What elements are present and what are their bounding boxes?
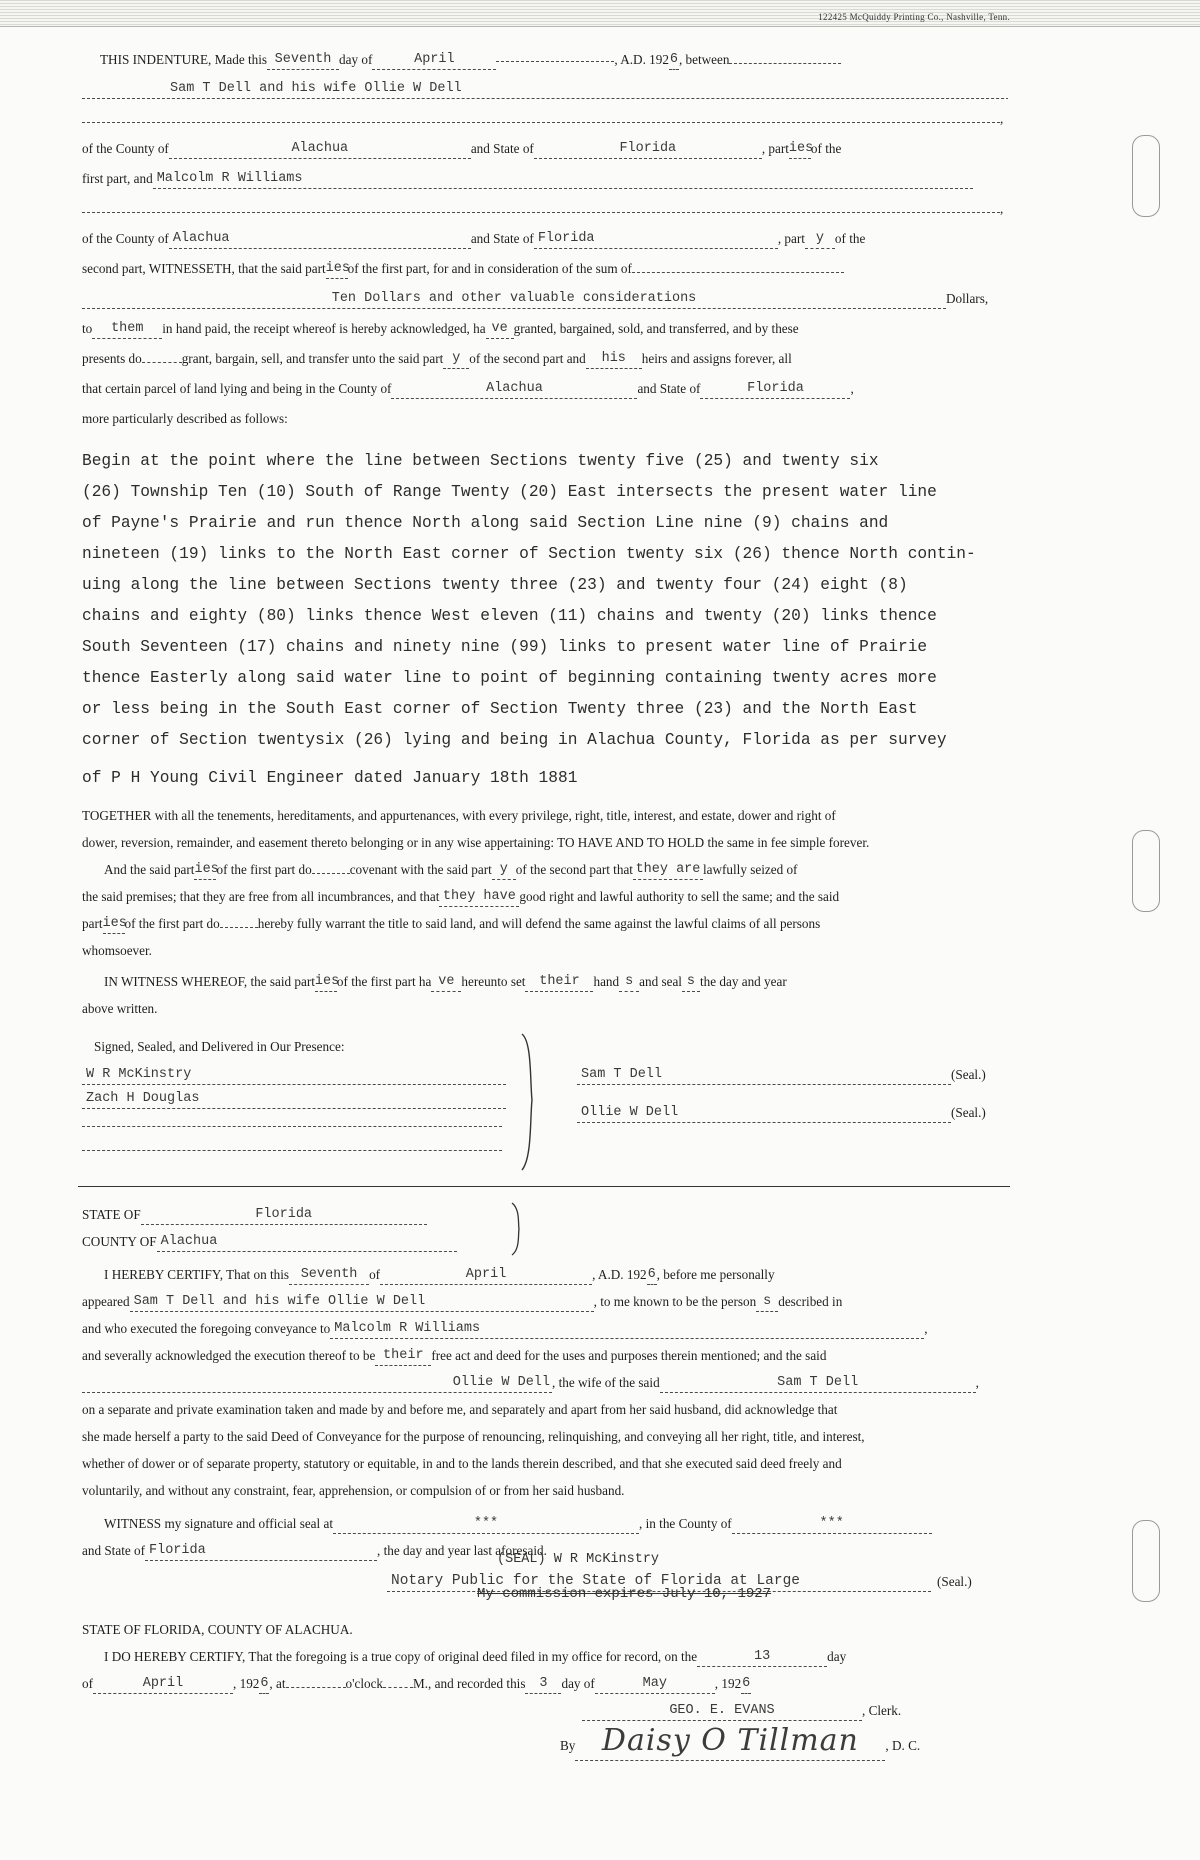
ack-witness-county[interactable]: ***: [732, 1514, 932, 1534]
legal-line: chains and eighty (80) links thence West eleven (11) chains and twenty (20) links thence: [82, 607, 937, 625]
witnesseth-suffix[interactable]: ies: [326, 259, 348, 279]
person-s-field[interactable]: s: [756, 1292, 778, 1312]
ack-appeared-field[interactable]: Sam T Dell and his wife Ollie W Dell: [130, 1292, 594, 1312]
grantor-signature[interactable]: Ollie W Dell: [577, 1103, 951, 1123]
covenant-suffix-2[interactable]: y: [492, 860, 516, 880]
ack-executed-to-field[interactable]: Malcolm R Williams: [330, 1319, 924, 1339]
notary-title[interactable]: Notary Public for the State of Florida at Large: [387, 1572, 931, 1592]
grantee-part-suffix[interactable]: y: [805, 229, 835, 249]
grantor-signature-line: [577, 1060, 1007, 1098]
ack-severally-line: and severally acknowledged the execution thereof to be their free act and deed for the uses and purposes therein mentioned; and the said: [82, 1342, 1008, 1369]
grantor-signature[interactable]: Sam T Dell: [577, 1065, 951, 1085]
paid-to-field[interactable]: them: [92, 319, 162, 339]
witness-line: [82, 1060, 512, 1084]
deputy-signature[interactable]: Daisy O Tillman: [575, 1726, 885, 1761]
they-are-field[interactable]: they are: [633, 860, 703, 880]
legal-line: corner of Section twentysix (26) lying and being in Alachua County, Florida as per survey: [82, 731, 947, 749]
habendum-section: [82, 802, 1008, 1022]
legal-line: uing along the line between Sections twenty three (23) and twenty four (24) eight (8): [82, 576, 908, 594]
ack-executed-line: and who executed the foregoing conveyance to Malcolm R Williams ,: [82, 1315, 1008, 1342]
ack-separate-4: voluntarily, and without any constraint, fear, apprehension, or compulsion of or from her said husband.: [82, 1483, 625, 1498]
above-written-line: above written.: [82, 1001, 158, 1016]
legal-line: (26) Township Ten (10) South of Range Twenty (20) East intersects the present water line: [82, 483, 937, 501]
filed-year-digit[interactable]: 6: [259, 1674, 269, 1694]
legal-line: or less being in the South East corner of Section Twenty three (23) and the North East: [82, 700, 918, 718]
witnesseth-line: second part, WITNESSETH, that the said partiesof the first part, for and in consideration of the sum of: [82, 254, 1008, 284]
their-field[interactable]: their: [525, 972, 593, 992]
grantor-state-field[interactable]: Florida: [534, 139, 762, 159]
have-suffix[interactable]: ve: [486, 319, 514, 339]
seal-s-field[interactable]: s: [682, 972, 700, 992]
grantee-county-line: of the County of Alachua and State of Florida , part y of the: [82, 224, 1008, 254]
signed-label: Signed, Sealed, and Delivered in Our Presence:: [94, 1039, 345, 1054]
printer-mark: 122425 McQuiddy Printing Co., Nashville, Tenn.: [818, 12, 1010, 22]
covenant-suffix[interactable]: ies: [194, 860, 216, 880]
grantee-line: first part, and Malcolm R Williams: [82, 164, 1008, 194]
grantee-county-field[interactable]: Alachua: [169, 229, 471, 249]
parcel-state-field[interactable]: Florida: [700, 379, 850, 399]
ack-separate-2: she made herself a party to the said Deed of Conveyance for the purpose of renouncing, relinquishing, and conveying all her right, title, and interest,: [82, 1429, 865, 1444]
day-field[interactable]: Seventh: [267, 50, 339, 70]
recording-section: [82, 1616, 1008, 1768]
filed-month-field[interactable]: April: [93, 1674, 233, 1694]
commission-text: My commission expires July 10, 1927: [477, 1586, 772, 1602]
covenant-line-2: the said premises; that they are free from all incumbrances, and that they have good right and lawful authority to sell the same; and the said: [82, 883, 1008, 910]
ack-state-of-line: and State of Florida , the day and year last aforesaid.: [82, 1537, 1008, 1564]
parcel-county-field[interactable]: Alachua: [391, 379, 637, 399]
notary-block: [82, 1552, 1008, 1608]
grantee-field[interactable]: Malcolm R Williams: [153, 169, 973, 189]
recorded-day-field[interactable]: 3: [525, 1674, 561, 1694]
recorded-month-field[interactable]: May: [595, 1674, 715, 1694]
grantor-county-line: of the County of Alachua and State of Florida , partiesof the: [82, 134, 1008, 164]
binder-hole-icon: [1132, 135, 1160, 217]
ack-county-field[interactable]: Alachua: [157, 1232, 457, 1252]
ack-day-field[interactable]: Seventh: [289, 1265, 369, 1285]
blank-line: ,: [82, 104, 1008, 134]
paid-line: to them in hand paid, the receipt whereof is hereby acknowledged, ha ve granted, bargained, sold, and transferred, and by these: [82, 314, 1008, 344]
recording-heading: STATE OF FLORIDA, COUNTY OF ALACHUA.: [82, 1622, 353, 1637]
ack-county-line: COUNTY OF Alachua: [82, 1228, 1008, 1255]
consideration-field[interactable]: Ten Dollars and other valuable considerations: [82, 289, 946, 309]
indenture-line: THIS INDENTURE, Made this Seventh day of April , A.D. 1926, between: [82, 44, 1008, 74]
ack-certify-line: I HEREBY CERTIFY, That on this Seventh of April , A.D. 1926, before me personally: [82, 1261, 1008, 1288]
header-band: [0, 0, 1200, 27]
heirs-pronoun[interactable]: his: [586, 349, 642, 369]
covenant-line-1: And the said partiesof the first part do covenant with the said part y of the second part that they are lawfully seized of: [82, 856, 1008, 883]
blank-line: ,: [82, 194, 1008, 224]
ack-separate-1: on a separate and private examination taken and made by and before me, and separately and apart from her said husband, did acknowledge that: [82, 1402, 838, 1417]
ack-witness-place[interactable]: ***: [333, 1514, 639, 1534]
month-field-blank[interactable]: [496, 44, 614, 62]
presents-line: presents do grant, bargain, sell, and transfer unto the said part y of the second part and his heirs and assigns forever, all: [82, 344, 1008, 374]
legal-line: of Payne's Prairie and run thence North along said Section Line nine (9) chains and: [82, 514, 889, 532]
deed-body: [82, 44, 1008, 1768]
ack-state2-field[interactable]: Florida: [145, 1541, 377, 1561]
together-line-1: TOGETHER with all the tenements, hereditaments, and appurtenances, with every privilege, right, title, interest, and estate, dower and right of: [82, 808, 836, 823]
witness-line: [82, 1132, 512, 1156]
ack-state-line: STATE OF Florida: [82, 1201, 1008, 1228]
grantee-state-field[interactable]: Florida: [534, 229, 778, 249]
together-line-2: dower, reversion, remainder, and easement thereto belonging or in any wise appertaining: TO HAVE AND TO HOLD the same in fee simple forever.: [82, 835, 870, 850]
ack-month-field[interactable]: April: [380, 1265, 592, 1285]
notary-seal-text: (SEAL) W R McKinstry: [497, 1552, 660, 1567]
signature-block: [82, 1032, 1008, 1180]
grantors-line: [82, 74, 1008, 104]
recorded-year-digit[interactable]: 6: [741, 1674, 751, 1694]
deputy-line: By Daisy O Tillman , D. C.: [82, 1724, 1008, 1768]
hand-s-field[interactable]: s: [619, 972, 639, 992]
witness-signature[interactable]: Zach H Douglas: [82, 1089, 506, 1109]
seal-label: (Seal.): [951, 1105, 986, 1120]
month-field[interactable]: April: [372, 50, 496, 70]
described-line: more particularly described as follows:: [82, 411, 288, 426]
binder-hole-icon: [1132, 830, 1160, 912]
legal-description: [82, 446, 1008, 794]
covenant-suffix-3[interactable]: ies: [103, 914, 125, 934]
grantor-part-suffix[interactable]: ies: [789, 139, 811, 159]
recording-certify-line: I DO HEREBY CERTIFY, That the foregoing is a true copy of original deed filed in my office for record, on the 13 day: [82, 1643, 1008, 1670]
they-have-field[interactable]: they have: [439, 887, 519, 907]
ack-appeared-line: appeared Sam T Dell and his wife Ollie W Dell , to me known to be the person s described in: [82, 1288, 1008, 1315]
legal-line: nineteen (19) links to the North East corner of Section twenty six (26) thence North contin-: [82, 545, 976, 563]
grantor-signature-line: [577, 1098, 1007, 1122]
witness-line: [82, 1108, 512, 1132]
notary-seal-label: (Seal.): [937, 1574, 972, 1589]
filed-day-field[interactable]: 13: [697, 1647, 827, 1667]
witness-column: [82, 1032, 512, 1156]
grantor-county-field[interactable]: Alachua: [169, 139, 471, 159]
consideration-line: Ten Dollars and other valuable considerations Dollars,: [82, 284, 1008, 314]
witness-have-suffix[interactable]: ve: [431, 972, 461, 992]
ack-wife-field[interactable]: Ollie W Dell: [82, 1373, 552, 1393]
year-digit-field[interactable]: 6: [669, 50, 679, 70]
legal-line: Begin at the point where the line between Sections twenty five (25) and twenty six: [82, 452, 879, 470]
legal-line: South Seventeen (17) chains and ninety nine (99) links to present water line of Prairie: [82, 638, 928, 656]
witness-signature[interactable]: W R McKinstry: [82, 1065, 506, 1085]
ack-husband-field[interactable]: Sam T Dell: [660, 1373, 976, 1393]
recording-date-line: of April , 1926, at o'clock M., and recorded this 3 day of May , 1926: [82, 1670, 1008, 1697]
seal-label: (Seal.): [951, 1067, 986, 1082]
witness-line: [82, 1084, 512, 1108]
ack-witness-line: WITNESS my signature and official seal at *** , in the County of ***: [82, 1510, 1008, 1537]
ack-separate-3: whether of dower or of separate property, statutory or equitable, in and to the lands therein described, and that she executed said deed freely and: [82, 1456, 842, 1471]
witness-suffix[interactable]: ies: [315, 972, 337, 992]
clerk-name-field[interactable]: GEO. E. EVANS: [582, 1701, 862, 1721]
parcel-line: that certain parcel of land lying and being in the County of Alachua and State of Florida ,: [82, 374, 1008, 404]
whomsoever-line: whomsoever.: [82, 943, 152, 958]
legal-line: thence Easterly along said water line to point of beginning containing twenty acres more: [82, 669, 937, 687]
in-witness-line: IN WITNESS WHEREOF, the said partiesof the first part ha ve hereunto set their hand s and seal s the day and year: [82, 968, 1008, 995]
binder-hole-icon: [1132, 1520, 1160, 1602]
venue-block: [82, 1201, 1008, 1261]
legal-line: of P H Young Civil Engineer dated January 18th 1881: [82, 769, 578, 787]
brace-icon: [520, 1032, 538, 1172]
presents-suffix[interactable]: y: [443, 349, 469, 369]
ack-state-field[interactable]: Florida: [141, 1205, 427, 1225]
grantor-signature-column: [577, 1060, 1007, 1122]
acknowledgment-section: [82, 1201, 1008, 1608]
ack-their-field[interactable]: their: [375, 1346, 431, 1366]
covenant-line-3: partiesof the first part do hereby fully warrant the title to said land, and will defend the same against the lawful claims of all persons: [82, 910, 1008, 937]
section-divider: [78, 1186, 1010, 1187]
brace-icon: [510, 1201, 524, 1257]
clerk-line: GEO. E. EVANS , Clerk.: [82, 1697, 1008, 1724]
ack-year-digit[interactable]: 6: [647, 1265, 657, 1285]
grantors-field[interactable]: Sam T Dell and his wife Ollie W Dell: [82, 79, 1008, 99]
ack-wife-line: Ollie W Dell , the wife of the said Sam T Dell ,: [82, 1369, 1008, 1396]
